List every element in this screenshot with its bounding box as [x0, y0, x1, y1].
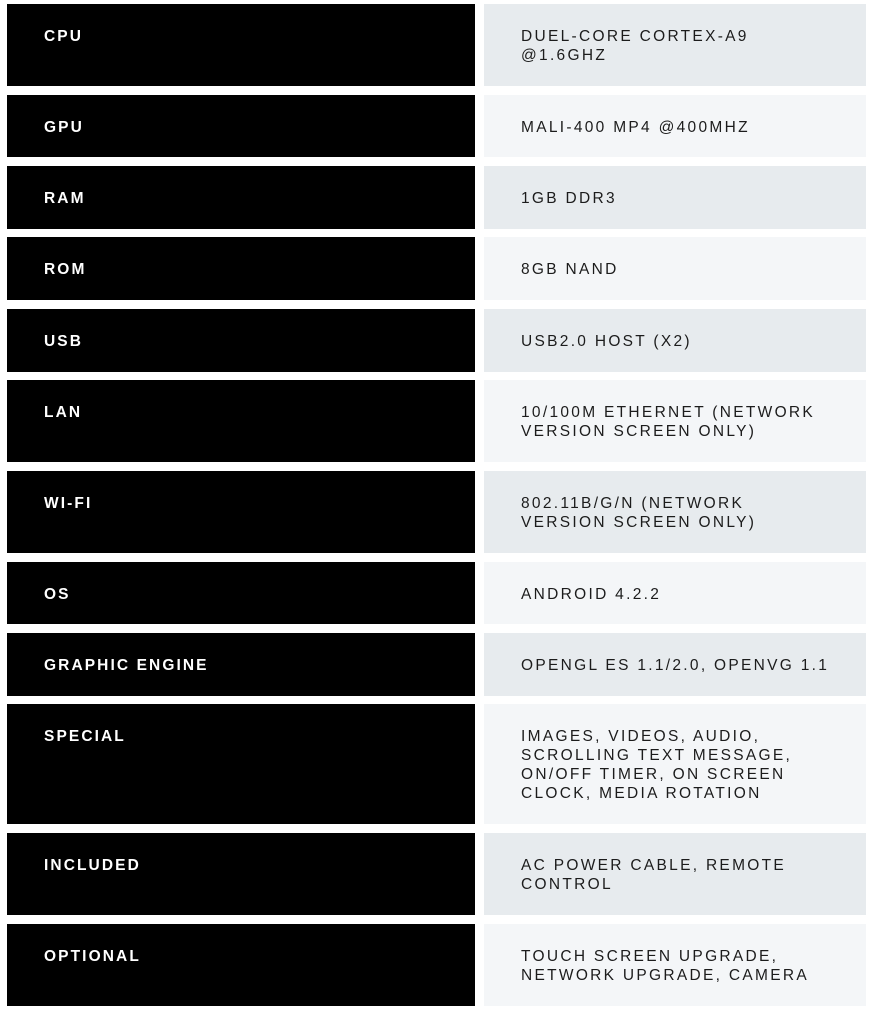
- spec-value: AC POWER CABLE, REMOTE CONTROL: [521, 857, 787, 893]
- spec-row-special: [0, 704, 875, 824]
- spec-label-cell: [7, 562, 475, 624]
- spec-label-cell: [7, 380, 475, 462]
- spec-row-wifi: [0, 471, 875, 553]
- spec-value-cell: [484, 166, 866, 229]
- spec-value-cell: [484, 309, 866, 372]
- spec-label: ROM: [44, 261, 87, 278]
- spec-value-cell: [484, 380, 866, 462]
- spec-value: DUEL-CORE CORTEX-A9 @1.6GHZ: [521, 28, 749, 64]
- spec-label: OS: [44, 586, 71, 603]
- spec-value-cell: [484, 237, 866, 300]
- spec-value-cell: [484, 95, 866, 157]
- spec-row-included: [0, 833, 875, 915]
- spec-label-cell: [7, 704, 475, 824]
- spec-value: USB2.0 HOST (X2): [521, 333, 692, 350]
- spec-label-cell: [7, 4, 475, 86]
- spec-label: CPU: [44, 28, 84, 45]
- spec-label: LAN: [44, 404, 83, 421]
- spec-label-cell: [7, 166, 475, 229]
- spec-value: OPENGL ES 1.1/2.0, OPENVG 1.1: [521, 657, 830, 674]
- spec-label: WI-FI: [44, 495, 93, 512]
- spec-label: OPTIONAL: [44, 948, 141, 965]
- spec-value-cell: [484, 471, 866, 553]
- spec-row-lan: [0, 380, 875, 462]
- spec-label-cell: [7, 237, 475, 300]
- spec-label-cell: [7, 309, 475, 372]
- spec-value: ANDROID 4.2.2: [521, 586, 662, 603]
- spec-row-os: [0, 562, 875, 624]
- spec-label: USB: [44, 333, 84, 350]
- spec-label: INCLUDED: [44, 857, 141, 874]
- spec-value-cell: [484, 562, 866, 624]
- spec-label-cell: [7, 924, 475, 1006]
- spec-row-ram: [0, 166, 875, 229]
- spec-value: MALI-400 MP4 @400MHZ: [521, 119, 750, 136]
- spec-value: 802.11B/G/N (NETWORK VERSION SCREEN ONLY): [521, 495, 757, 531]
- spec-label-cell: [7, 471, 475, 553]
- spec-value-cell: [484, 924, 866, 1006]
- spec-row-usb: [0, 309, 875, 372]
- spec-value: 1GB DDR3: [521, 190, 617, 207]
- spec-value-cell: [484, 704, 866, 824]
- spec-label: GPU: [44, 119, 84, 136]
- spec-row-cpu: [0, 4, 875, 86]
- spec-row-graphic-engine: [0, 633, 875, 696]
- spec-row-rom: [0, 237, 875, 300]
- spec-value-cell: [484, 833, 866, 915]
- spec-value: IMAGES, VIDEOS, AUDIO, SCROLLING TEXT MESSAGE, ON/OFF TIMER, ON SCREEN CLOCK, MEDIA ROTATION: [521, 728, 793, 802]
- spec-label-cell: [7, 95, 475, 157]
- spec-value-cell: [484, 633, 866, 696]
- spec-label: SPECIAL: [44, 728, 126, 745]
- spec-label: GRAPHIC ENGINE: [44, 657, 209, 674]
- spec-label-cell: [7, 833, 475, 915]
- spec-value: 8GB NAND: [521, 261, 619, 278]
- spec-row-optional: [0, 924, 875, 1006]
- spec-value: 10/100M ETHERNET (NETWORK VERSION SCREEN ONLY): [521, 404, 816, 440]
- spec-label-cell: [7, 633, 475, 696]
- spec-value: TOUCH SCREEN UPGRADE, NETWORK UPGRADE, CAMERA: [521, 948, 810, 984]
- spec-value-cell: [484, 4, 866, 86]
- spec-row-gpu: [0, 95, 875, 157]
- spec-label: RAM: [44, 190, 86, 207]
